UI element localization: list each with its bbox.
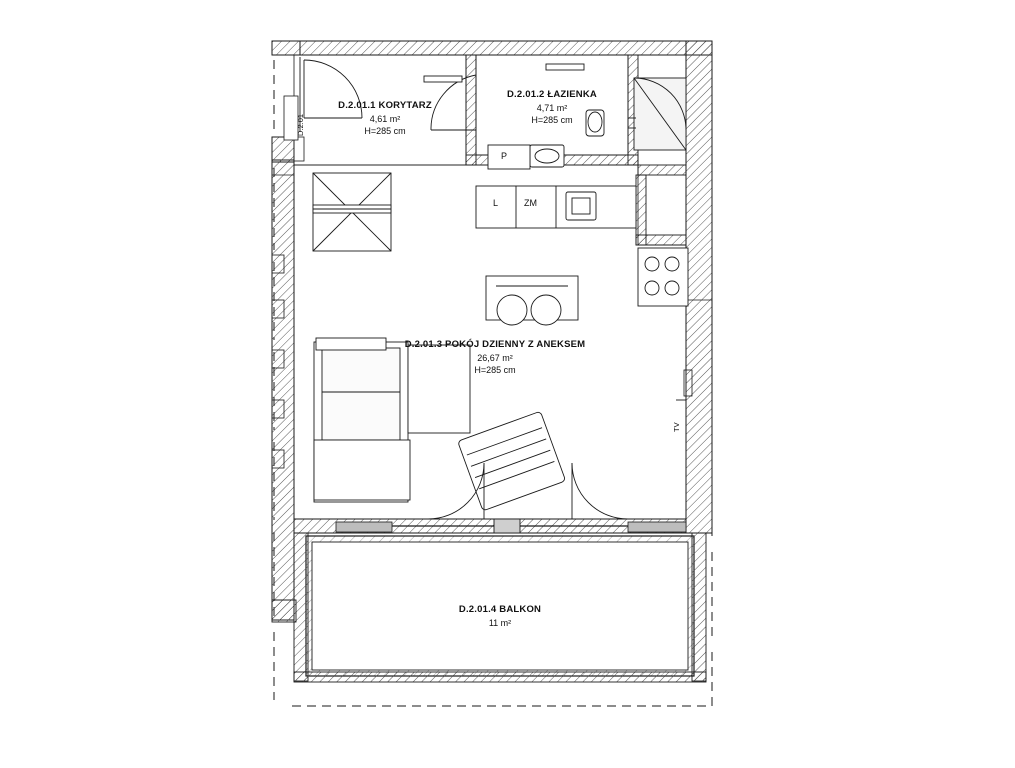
room-height: H=285 cm — [364, 125, 406, 136]
appliance-label-l: L — [493, 198, 499, 208]
room-name: D.2.01.2 ŁAZIENKA — [507, 89, 597, 100]
appliance-label-zm: ZM — [524, 198, 537, 208]
tv-label: TV — [672, 422, 681, 432]
room-name: D.2.01.4 BALKON — [458, 604, 542, 615]
room-height: H=285 cm — [531, 114, 573, 125]
room-name: D.2.01.1 KORYTARZ — [338, 100, 432, 111]
sofa — [314, 338, 410, 502]
room-area: 4,71 m² — [536, 102, 568, 113]
left-lower-wall-bump — [272, 600, 296, 622]
unit-tag-label: D.2.01 — [296, 113, 305, 136]
dining-table — [486, 276, 578, 325]
balcony — [294, 522, 706, 682]
room-area: 4,61 m² — [369, 113, 401, 124]
room-height: H=285 cm — [474, 364, 516, 375]
appliance-label-p: P — [501, 151, 508, 161]
room-area: 26,67 m² — [477, 352, 513, 363]
room-name: D.2.01.3 POKÓJ DZIENNY Z ANEKSEM — [404, 339, 586, 350]
room-area: 11 m² — [488, 617, 512, 628]
wardrobe-unit — [313, 173, 391, 251]
coffee-table — [408, 345, 470, 433]
